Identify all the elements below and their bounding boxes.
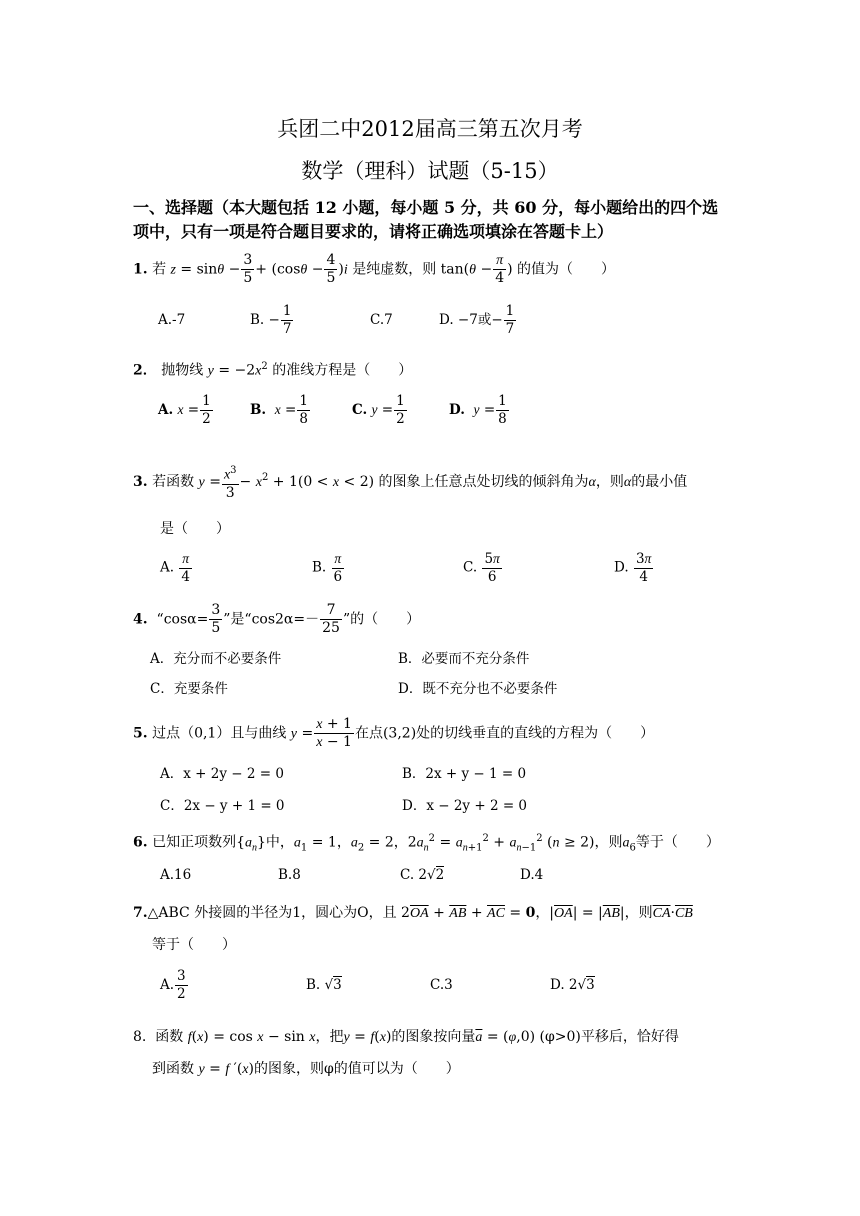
option-c: C. $\frac{5\pi}{6}$ — [463, 551, 500, 585]
question-number: 5. — [133, 725, 148, 742]
option-b: B.8 — [278, 867, 301, 883]
option-b: B. $\frac{\pi}{6}$ — [312, 551, 343, 585]
question-7-continued: 等于（ ） — [152, 937, 236, 953]
option-d: D. 2√3 — [550, 977, 595, 993]
question-text: 的值为（ ） — [517, 261, 616, 278]
option-c: C.7 — [370, 312, 393, 328]
option-c: C. 2√2 — [400, 867, 445, 883]
question-5: 5. 过点（0,1）且与曲线 y = $\frac{x + 1}{x - 1}$ 在点(3,2)处的切线垂直的直线的方程为（ ） — [133, 716, 655, 750]
option-a: A.-7 — [158, 312, 186, 328]
question-8-continued: 到函数 y = f ′(x)的图象，则φ的值可以为（ ） — [152, 1061, 460, 1077]
option-c: C.3 — [430, 977, 453, 993]
question-number: 6. — [133, 834, 148, 851]
question-1: 1. 若 z = sinθ − $\frac{3}{5}$ + (cosθ − $\frac{4}{5}$ )i 是纯虚数，则 tan(θ − $\frac{\pi}{4}$ ) 的值为（ ） — [133, 252, 616, 286]
option-a: A. $\frac{3}{2}$ — [160, 968, 186, 1002]
section-heading: 一、选择题（本大题包括 12 小题，每小题 5 分，共 60 分，每小题给出的四个选项中，只有一项是符合题目要求的，请将正确选项填涂在答题卡上） — [133, 198, 719, 241]
option-c: C．2x − y + 1 = 0 — [160, 798, 285, 814]
option-d: D. y = $\frac{1}{8}$ — [449, 393, 507, 427]
option-d: D.4 — [520, 867, 544, 883]
question-4: 4. “cosα= $\frac{3}{5}$ ”是“cos2α=－ $\frac{7}{25}$ ”的（ ） — [133, 602, 421, 636]
question-7: 7.△ABC 外接圆的半径为1，圆心为O，且 $2\overline{OA} + \overline{AB} + \overline{AC} = 0$，$|\overline{OA}| = |\overline{AB}|$，则$\overline{CA}\cdot\overline{CB}$ — [133, 905, 693, 921]
question-8: 8. 函数 f(x) = cos x − sin x，把y = f(x)的图象按向量$\overline{a} = (\varphi,0)$ (φ>0)平移后，恰好得 — [133, 1029, 679, 1045]
question-2: 2． 抛物线 $y = -2x^2$ 的准线方程是（ ） — [133, 361, 413, 379]
question-number: 1. — [133, 261, 148, 278]
option-c: C. y = $\frac{1}{2}$ — [352, 393, 405, 427]
question-3: 3. 若函数 y = $\frac{x^3}{3}$ − $x^2 + 1(0 < x < 2)$ 的图象上任意点处切线的倾斜角为α，则α的最小值 — [133, 462, 687, 502]
option-b: B. √3 — [306, 977, 342, 993]
question-text: 的准线方程是（ ） — [272, 362, 413, 379]
option-b: B. x = $\frac{1}{8}$ — [250, 393, 308, 427]
question-number: 8. — [133, 1029, 147, 1045]
question-number: 4. — [133, 611, 148, 628]
exam-subtitle: 数学（理科）试题（5-15） — [301, 159, 559, 183]
option-d: D．x − 2y + 2 = 0 — [402, 798, 528, 814]
option-c: C．充要条件 — [150, 681, 228, 697]
question-number: 3. — [133, 473, 148, 490]
option-b: B．必要而不充分条件 — [398, 651, 530, 667]
question-6: 6. 已知正项数列$\{a_n\}$中，$a_1 = 1$，$a_2 = 2$，$2a_n^2 = a_{n+1}^2 + a_{n-1}^2$ (n ≥ 2)，则$a_6$等于（ ） — [133, 833, 720, 854]
option-d: D．既不充分也不必要条件 — [398, 681, 558, 697]
option-a: A．充分而不必要条件 — [150, 651, 282, 667]
question-text: 若函数 — [152, 473, 195, 490]
exam-title: 兵团二中2012届高三第五次月考 — [277, 117, 583, 141]
option-a: A．x + 2y − 2 = 0 — [160, 766, 284, 782]
question-text: 的图象上任意点处切线的倾斜角为 — [378, 473, 589, 490]
question-number: 7. — [133, 905, 148, 921]
option-a: A.16 — [160, 867, 192, 883]
option-a: A. $\frac{\pi}{4}$ — [160, 551, 190, 585]
question-3-continued: 是（ ） — [160, 521, 230, 537]
question-text: 抛物线 — [161, 362, 204, 379]
option-b: B. − $\frac{1}{7}$ — [250, 303, 292, 337]
question-text: 是纯虚数，则 — [352, 261, 437, 278]
option-d: D. $\frac{3\pi}{4}$ — [614, 551, 652, 585]
option-a: A. x = $\frac{1}{2}$ — [158, 393, 211, 427]
option-b: B．2x + y − 1 = 0 — [402, 766, 527, 782]
question-number: 2． — [133, 362, 157, 379]
question-text: 若 — [152, 261, 167, 278]
option-d: D. −7或− $\frac{1}{7}$ — [439, 303, 515, 337]
